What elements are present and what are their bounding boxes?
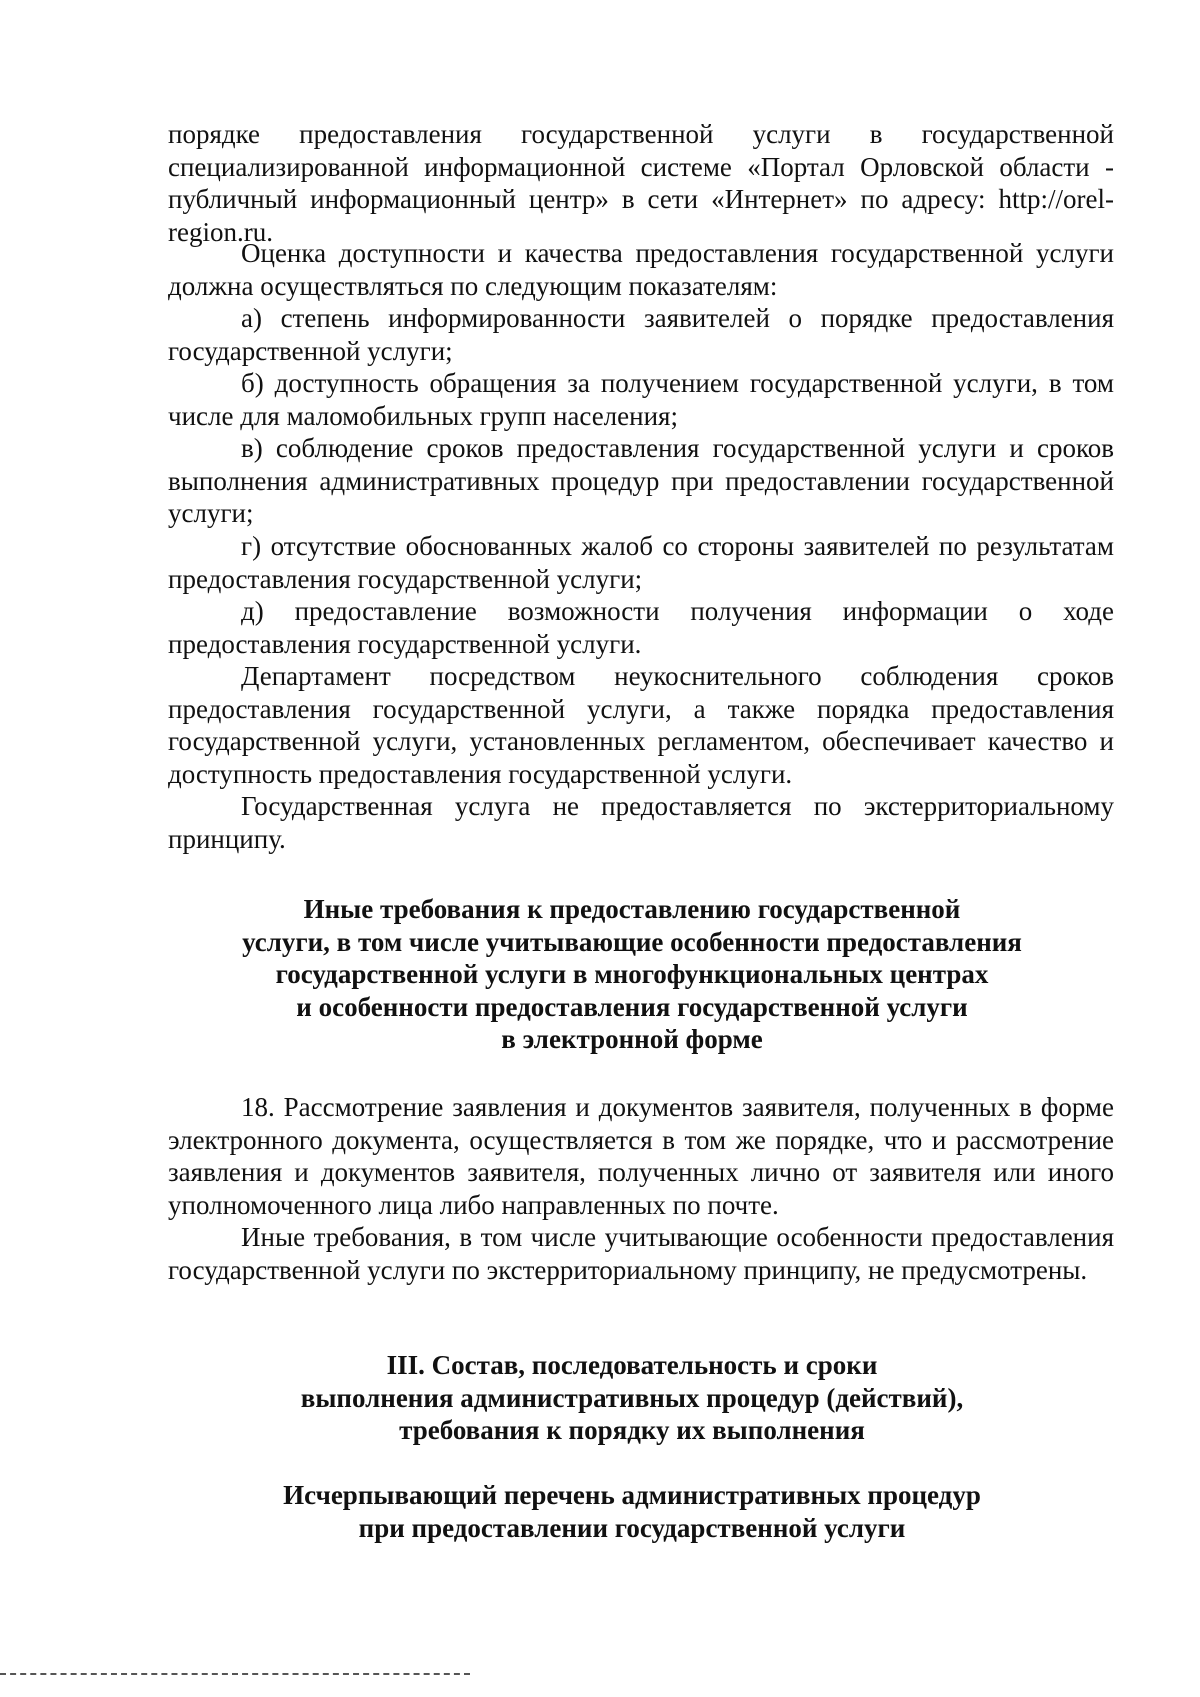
- heading-line: требования к порядку их выполнения: [399, 1415, 865, 1445]
- paragraph-item-g: г) отсутствие обоснованных жалоб со стороны заявителей по результатам предоставления государственной услуги;: [168, 531, 1114, 594]
- paragraph-extraterritorial: Государственная услуга не предоставляется по экстерриториальному принципу.: [168, 791, 1114, 854]
- paragraph-intro: порядке предоставления государственной услуги в государственной специализированной информационной системе «Портал Орловской области - публичный информационный центр» в сети «Интернет» по адресу: http://orel-region.ru.: [168, 119, 1114, 247]
- paragraph-other-requirements: Иные требования, в том числе учитывающие особенности предоставления государственной услуги по экстерриториальному принципу, не предусмотрены.: [168, 1222, 1114, 1285]
- heading-line: при предоставлении государственной услуги: [358, 1512, 906, 1543]
- paragraph-item-v: в) соблюдение сроков предоставления государственной услуги и сроков выполнения административных процедур при предоставлении государственной услуги;: [168, 433, 1114, 528]
- heading-line: государственной услуги в многофункциональных центрах: [275, 959, 989, 989]
- heading-line: III. Состав, последовательность и сроки: [386, 1350, 878, 1380]
- heading-line: и особенности предоставления государственной услуги: [296, 991, 968, 1022]
- heading-section-3: [150, 1349, 1114, 1447]
- heading-line: Иные требования к предоставлению государственной: [303, 894, 961, 924]
- heading-procedures-list: [150, 1479, 1114, 1544]
- paragraph-assessment: Оценка доступности и качества предоставления государственной услуги должна осуществляться по следующим показателям:: [168, 238, 1114, 301]
- paragraph-department: Департамент посредством неукоснительного соблюдения сроков предоставления государственной услуги, а также порядка предоставления государственной услуги, установленных регламентом, обеспечивает качество и доступность предоставления государственной услуги.: [168, 661, 1114, 789]
- heading-line: выполнения административных процедур (действий),: [300, 1382, 964, 1413]
- paragraph-item-b: б) доступность обращения за получением государственной услуги, в том числе для маломобильных групп населения;: [168, 368, 1114, 431]
- heading-line: Исчерпывающий перечень административных процедур: [283, 1480, 981, 1510]
- heading-other-requirements: [150, 893, 1114, 1056]
- heading-line: услуги, в том числе учитывающие особенности предоставления: [242, 926, 1022, 957]
- paragraph-item-a: а) степень информированности заявителей о порядке предоставления государственной услуги;: [168, 303, 1114, 366]
- paragraph-item-d: д) предоставление возможности получения информации о ходе предоставления государственной услуги.: [168, 596, 1114, 659]
- page-edge-rule: [0, 1673, 470, 1675]
- heading-line: в электронной форме: [501, 1024, 763, 1054]
- paragraph-18: 18. Рассмотрение заявления и документов заявителя, полученных в форме электронного документа, осуществляется в том же порядке, что и рассмотрение заявления и документов заявителя, полученных лично от заявителя или иного уполномоченного лица либо направленных по почте.: [168, 1092, 1114, 1220]
